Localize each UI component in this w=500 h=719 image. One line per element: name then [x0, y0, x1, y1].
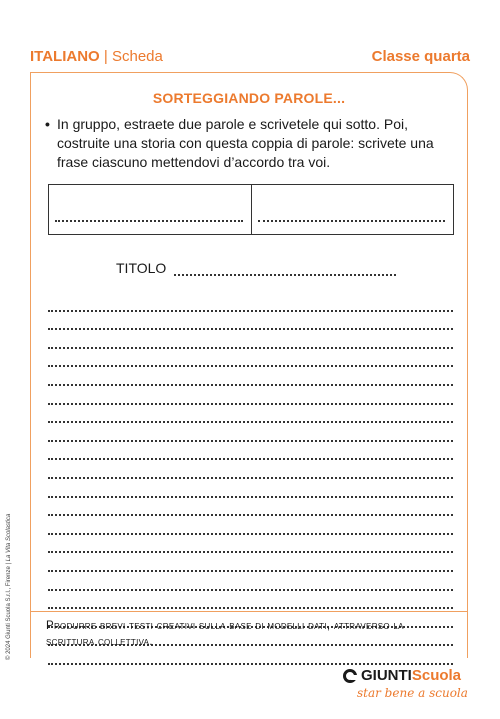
word-1-line	[55, 220, 243, 222]
writing-line[interactable]	[48, 553, 453, 572]
word-2-line	[258, 220, 446, 222]
writing-line[interactable]	[48, 349, 453, 368]
writing-line[interactable]	[48, 479, 453, 498]
writing-line[interactable]	[48, 330, 453, 349]
writing-line[interactable]	[48, 423, 453, 442]
activity-title: SORTEGGIANDO PAROLE...	[152, 90, 346, 106]
learning-objective: Produrre brevi testi creativi sulla base di modelli dati, attraverso la scrittura collettiva.	[30, 611, 468, 658]
story-title-line[interactable]	[174, 262, 396, 276]
word-cell-1[interactable]	[49, 185, 251, 234]
writing-line[interactable]	[48, 572, 453, 591]
writing-line[interactable]	[48, 312, 453, 331]
brand-tagline: star bene a scuola	[357, 686, 468, 700]
story-title-label: TITOLO	[116, 260, 167, 276]
bullet-icon: •	[45, 116, 50, 132]
header-separator: |	[103, 48, 108, 65]
section-name: Scheda	[111, 48, 163, 65]
subject-name: ITALIANO	[30, 48, 100, 65]
writing-line[interactable]	[48, 405, 453, 424]
brand-first: GIUNTI	[361, 667, 412, 684]
story-title-row	[116, 260, 396, 276]
writing-line[interactable]	[48, 293, 453, 312]
writing-line[interactable]	[48, 535, 453, 554]
writing-line[interactable]	[48, 516, 453, 535]
writing-line[interactable]	[48, 460, 453, 479]
worksheet-card	[30, 72, 468, 658]
instructions	[45, 115, 457, 172]
giunti-logo-icon	[343, 669, 357, 683]
writing-line[interactable]	[48, 367, 453, 386]
writing-lines	[48, 293, 453, 665]
writing-line[interactable]	[48, 386, 453, 405]
publisher-logo	[343, 667, 473, 707]
writing-line[interactable]	[48, 498, 453, 517]
writing-line[interactable]	[48, 591, 453, 610]
brand-second: Scuola	[411, 667, 462, 684]
page-header	[30, 48, 470, 68]
subject-label	[30, 48, 163, 65]
copyright-notice	[6, 470, 16, 660]
writing-line[interactable]	[48, 442, 453, 461]
word-cell-2[interactable]	[251, 185, 454, 234]
word-pair-box	[48, 184, 454, 235]
grade-label: Classe quarta	[371, 48, 470, 65]
magazine-name: La Vita Scolastica	[6, 513, 12, 562]
instructions-text: In gruppo, estraete due parole e scrivetele qui sotto. Poi, costruite una storia con questa coppia di parole: scrivete una frase ciascuno mettendovi d’accordo tra voi.	[57, 116, 434, 170]
brand-name	[361, 667, 461, 684]
copyright-text: © 2024 Giunti Scuola S.r.l., Firenze |	[6, 561, 12, 660]
